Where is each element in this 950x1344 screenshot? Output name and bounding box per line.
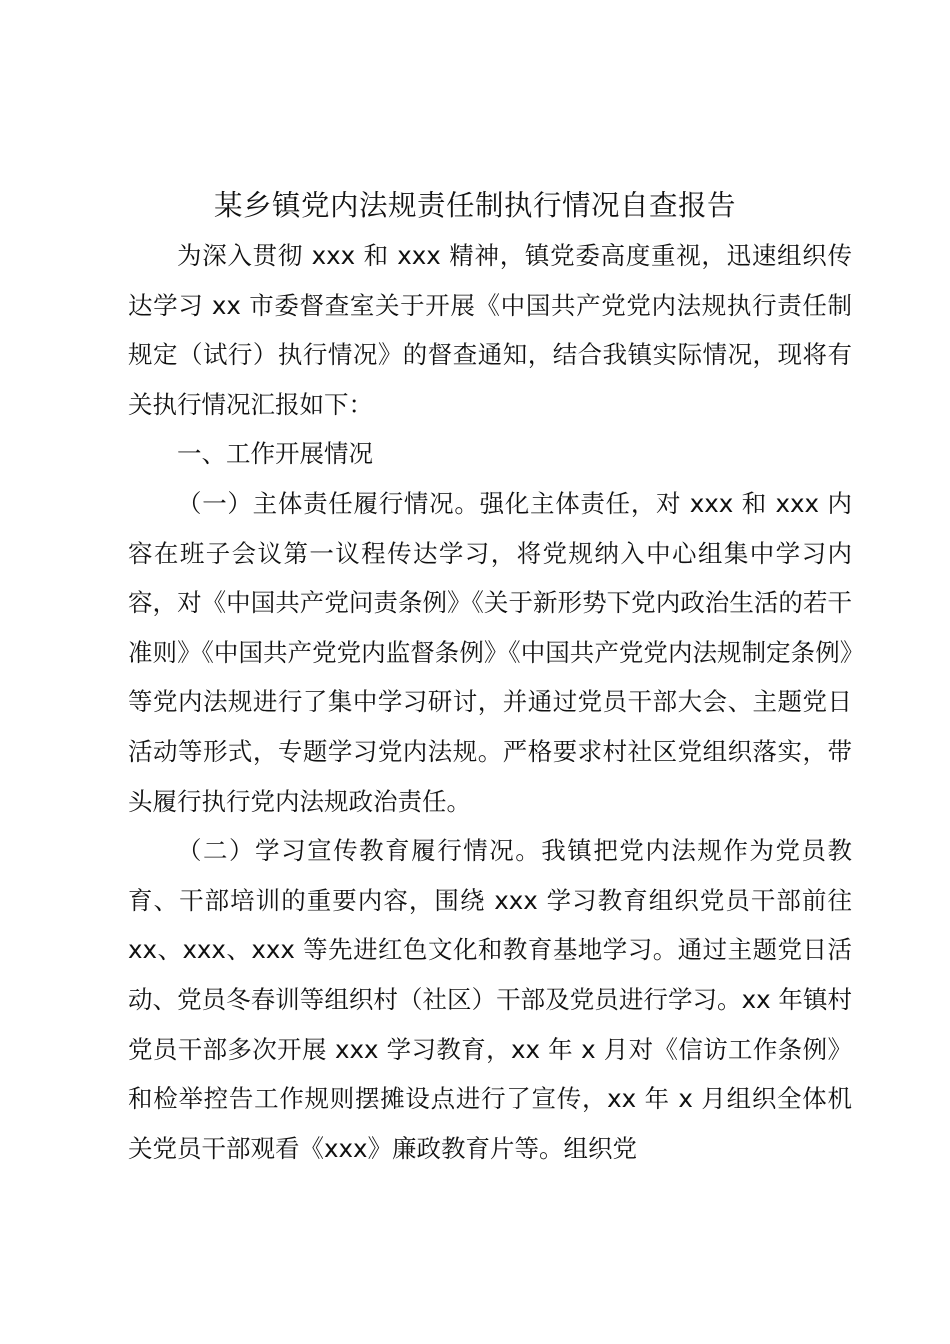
- document-body: [128, 231, 852, 1173]
- section-heading: 一、工作开展情况: [177, 439, 373, 469]
- intro-paragraph: 为深入贯彻 xxx 和 xxx 精神，镇党委高度重视，迅速组织传达学习 xx 市委督查室关于开展《中国共产党党内法规执行责任制规定（试行）执行情况》的督查通知，结合我镇实际情况，现将有关执行情况汇报如下：: [128, 241, 852, 419]
- document-title: 某乡镇党内法规责任制执行情况自查报告: [213, 189, 736, 222]
- subsection-paragraph-1: （一）主体责任履行情况。强化主体责任，对 xxx 和 xxx 内容在班子会议第一议程传达学习，将党规纳入中心组集中学习内容，对《中国共产党问责条例》《关于新形势下党内政治生活的若干准则》《中国共产党党内监督条例》《中国共产党党内法规制定条例》等党内法规进行了集中学习研讨，并通过党员干部大会、主题党日活动等形式，专题学习党内法规。严格要求村社区党组织落实，带头履行执行党内法规政治责任。: [128, 488, 852, 816]
- subsection-paragraph-2: （二）学习宣传教育履行情况。我镇把党内法规作为党员教育、干部培训的重要内容，围绕 xxx 学习教育组织党员干部前往 xx、xxx、xxx 等先进红色文化和教育基地学习。通过主题党日活动、党员冬春训等组织村（社区）干部及党员进行学习。xx 年镇村党员干部多次开展 xxx 学习教育，xx 年 x 月对《信访工作条例》和检举控告工作规则摆摊设点进行了宣传，xx 年 x 月组织全体机关党员干部观看《xxx》廉政教育片等。组织党: [128, 836, 852, 1163]
